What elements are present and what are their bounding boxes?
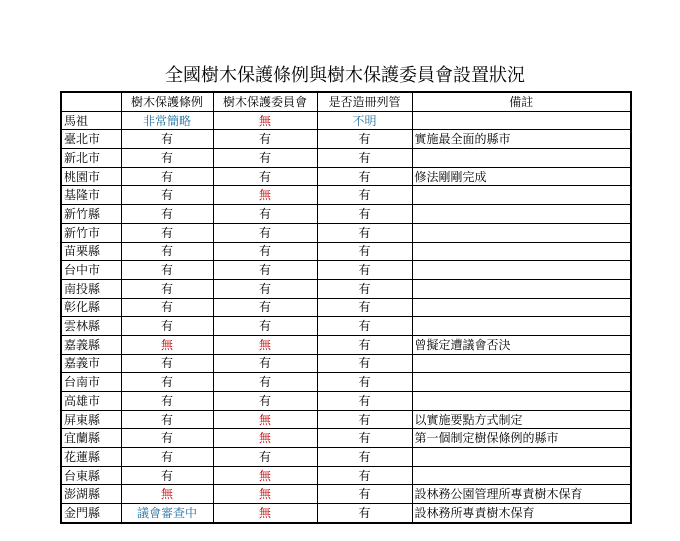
table-body [61, 111, 631, 523]
register-cell: 有 [317, 261, 412, 280]
committee-cell: 無 [213, 111, 317, 130]
table-row [61, 261, 631, 280]
county-cell: 南投縣 [61, 279, 121, 298]
committee-cell: 有 [213, 448, 317, 467]
county-cell: 苗栗縣 [61, 242, 121, 261]
register-cell: 有 [317, 242, 412, 261]
committee-cell: 有 [213, 354, 317, 373]
committee-cell: 無 [213, 466, 317, 485]
register-cell: 有 [317, 504, 412, 523]
table-row [61, 186, 631, 205]
register-cell: 有 [317, 466, 412, 485]
note-cell [412, 242, 631, 261]
register-cell: 不明 [317, 111, 412, 130]
county-cell: 澎湖縣 [61, 485, 121, 504]
county-cell: 臺北市 [61, 130, 121, 149]
committee-cell: 有 [213, 130, 317, 149]
register-cell: 有 [317, 298, 412, 317]
county-cell: 花蓮縣 [61, 448, 121, 467]
county-cell: 高雄市 [61, 392, 121, 411]
table-row [61, 466, 631, 485]
county-cell: 金門縣 [61, 504, 121, 523]
table-row [61, 149, 631, 168]
header-law: 樹木保護條例 [121, 92, 213, 111]
note-cell [412, 392, 631, 411]
law-cell: 有 [121, 205, 213, 224]
county-cell: 台東縣 [61, 466, 121, 485]
county-cell: 雲林縣 [61, 317, 121, 336]
table-row [61, 111, 631, 130]
note-cell [412, 186, 631, 205]
table-row [61, 429, 631, 448]
law-cell: 有 [121, 410, 213, 429]
note-cell [412, 373, 631, 392]
register-cell: 有 [317, 373, 412, 392]
county-cell: 新北市 [61, 149, 121, 168]
county-cell: 彰化縣 [61, 298, 121, 317]
note-cell: 以實施要點方式制定 [412, 410, 631, 429]
county-cell: 嘉義縣 [61, 335, 121, 354]
law-cell: 有 [121, 429, 213, 448]
county-cell: 基隆市 [61, 186, 121, 205]
county-cell: 新竹市 [61, 223, 121, 242]
committee-cell: 無 [213, 335, 317, 354]
law-cell: 有 [121, 261, 213, 280]
note-cell: 設林務公園管理所專責樹木保育 [412, 485, 631, 504]
law-cell: 無 [121, 335, 213, 354]
law-cell: 有 [121, 354, 213, 373]
register-cell: 有 [317, 392, 412, 411]
committee-cell: 有 [213, 298, 317, 317]
committee-cell: 有 [213, 242, 317, 261]
note-cell [412, 223, 631, 242]
law-cell: 無 [121, 485, 213, 504]
table-row [61, 448, 631, 467]
law-cell: 議會審查中 [121, 504, 213, 523]
note-cell [412, 149, 631, 168]
status-table [60, 91, 632, 524]
committee-cell: 有 [213, 373, 317, 392]
register-cell: 有 [317, 223, 412, 242]
note-cell: 曾擬定遭議會否決 [412, 335, 631, 354]
table-row [61, 485, 631, 504]
committee-cell: 無 [213, 485, 317, 504]
note-cell: 設林務所專責樹木保育 [412, 504, 631, 523]
committee-cell: 有 [213, 149, 317, 168]
header-note: 備註 [412, 92, 631, 111]
committee-cell: 有 [213, 279, 317, 298]
table-row [61, 298, 631, 317]
note-cell [412, 298, 631, 317]
note-cell [412, 354, 631, 373]
table-row [61, 167, 631, 186]
committee-cell: 有 [213, 392, 317, 411]
law-cell: 有 [121, 167, 213, 186]
register-cell: 有 [317, 279, 412, 298]
law-cell: 有 [121, 317, 213, 336]
register-cell: 有 [317, 149, 412, 168]
register-cell: 有 [317, 429, 412, 448]
committee-cell: 無 [213, 186, 317, 205]
county-cell: 台南市 [61, 373, 121, 392]
table-row [61, 392, 631, 411]
register-cell: 有 [317, 186, 412, 205]
note-cell [412, 448, 631, 467]
county-cell: 屏東縣 [61, 410, 121, 429]
law-cell: 有 [121, 130, 213, 149]
header-county [61, 92, 121, 111]
law-cell: 有 [121, 279, 213, 298]
header-register: 是否造冊列管 [317, 92, 412, 111]
note-cell [412, 279, 631, 298]
table-row [61, 354, 631, 373]
register-cell: 有 [317, 485, 412, 504]
law-cell: 有 [121, 373, 213, 392]
register-cell: 有 [317, 448, 412, 467]
register-cell: 有 [317, 205, 412, 224]
table-row [61, 410, 631, 429]
table-row [61, 130, 631, 149]
table-row [61, 223, 631, 242]
register-cell: 有 [317, 335, 412, 354]
register-cell: 有 [317, 410, 412, 429]
law-cell: 有 [121, 448, 213, 467]
table-row [61, 373, 631, 392]
page-title: 全國樹木保護條例與樹木保護委員會設置狀況 [165, 65, 525, 86]
note-cell: 修法剛剛完成 [412, 167, 631, 186]
committee-cell: 有 [213, 261, 317, 280]
law-cell: 有 [121, 223, 213, 242]
committee-cell: 無 [213, 504, 317, 523]
table-row [61, 242, 631, 261]
note-cell [412, 205, 631, 224]
table-row [61, 504, 631, 523]
register-cell: 有 [317, 130, 412, 149]
law-cell: 有 [121, 186, 213, 205]
table-row [61, 205, 631, 224]
law-cell: 有 [121, 149, 213, 168]
law-cell: 非常簡略 [121, 111, 213, 130]
note-cell [412, 466, 631, 485]
county-cell: 馬祖 [61, 111, 121, 130]
note-cell [412, 261, 631, 280]
committee-cell: 有 [213, 317, 317, 336]
county-cell: 台中市 [61, 261, 121, 280]
note-cell: 第一個制定樹保條例的縣市 [412, 429, 631, 448]
committee-cell: 無 [213, 410, 317, 429]
law-cell: 有 [121, 392, 213, 411]
table-row [61, 279, 631, 298]
county-cell: 新竹縣 [61, 205, 121, 224]
county-cell: 嘉義市 [61, 354, 121, 373]
law-cell: 有 [121, 466, 213, 485]
register-cell: 有 [317, 354, 412, 373]
county-cell: 宜蘭縣 [61, 429, 121, 448]
law-cell: 有 [121, 298, 213, 317]
register-cell: 有 [317, 317, 412, 336]
note-cell [412, 111, 631, 130]
committee-cell: 有 [213, 223, 317, 242]
committee-cell: 無 [213, 429, 317, 448]
table-header-row [61, 92, 631, 111]
committee-cell: 有 [213, 205, 317, 224]
note-cell [412, 317, 631, 336]
law-cell: 有 [121, 242, 213, 261]
committee-cell: 有 [213, 167, 317, 186]
table-row [61, 335, 631, 354]
county-cell: 桃園市 [61, 167, 121, 186]
register-cell: 有 [317, 167, 412, 186]
table-row [61, 317, 631, 336]
header-committee: 樹木保護委員會 [213, 92, 317, 111]
note-cell: 實施最全面的縣市 [412, 130, 631, 149]
